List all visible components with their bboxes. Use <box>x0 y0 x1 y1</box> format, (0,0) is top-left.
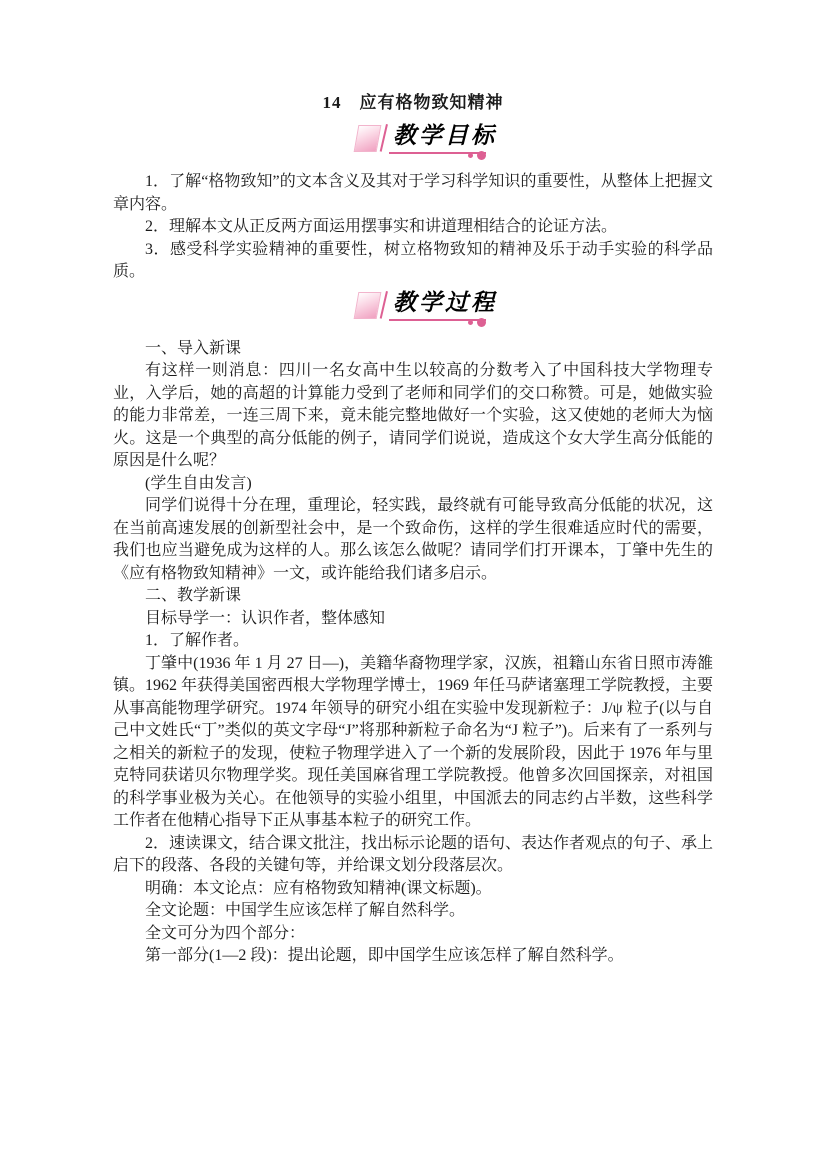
lead-in-story-paragraph: 有这样一则消息：四川一名女高中生以较高的分数考入了中国科技大学物理专业，入学后，她的高超的计算能力受到了老师和同学们的交口称赞。可是，她做实验的能力非常差，一连三周下来，竟未能完整地做好一个实验，这又使她的老师大为恼火。这是一个典型的高分低能的例子，请同学们说说，造成这个女大学生高分低能的原因是什么呢？ <box>113 362 713 469</box>
banner-small-dot-decoration <box>468 153 473 158</box>
section-teaching-objectives <box>113 122 713 284</box>
banner-pink-block-decoration <box>354 125 382 152</box>
banner-diagonal-line-decoration <box>380 291 388 319</box>
full-text-topic-line: 全文论题：中国学生应该怎样了解自然科学。 <box>145 902 466 919</box>
heading-new-lesson: 二、教学新课 <box>145 587 242 604</box>
clarify-thesis-line: 明确：本文论点：应有格物致知精神(课文标题)。 <box>145 879 492 897</box>
teaching-objectives-banner <box>356 122 497 162</box>
banner-large-dot-decoration <box>477 318 486 327</box>
lesson-title: 14 应有格物致知精神 <box>322 93 504 112</box>
section-teaching-process <box>113 289 713 968</box>
teaching-process-banner-label: 教学过程 <box>393 288 497 316</box>
student-free-speech-note: (学生自由发言) <box>145 474 252 492</box>
objective-item-2: 2．理解本文从正反两方面运用摆事实和讲道理相结合的论证方法。 <box>145 218 618 235</box>
goal-guide-one-heading: 目标导学一：认识作者，整体感知 <box>145 609 386 627</box>
banner-pink-block-decoration <box>354 292 382 319</box>
part-one-line: 第一部分(1—2 段)：提出论题，即中国学生应该怎样了解自然科学。 <box>145 947 624 964</box>
author-biography-paragraph: 丁肇中(1936 年 1 月 27 日—)，美籍华裔物理学家，汉族，祖籍山东省日照市涛雒镇。1962 年获得美国密西根大学物理学博士，1969 年任马萨诸塞理工学院教授，主要从事高能物理学研究。1974 年领导的研究小组在实验中发现新粒子：J/ψ 粒子(以与自己中文姓氏“丁”类似的英文字母“J”将那种新粒子命名为“J 粒子”)。后来有了一系列与之相关的新粒子的发现，使粒子物理学进入了一个新的发展阶段，因此于 1976 年与里克特同获诺贝尔物理学奖。现任美国麻省理工学院教授。他曾多次回国探亲，对祖国的科学事业极为关心。在他领导的实验小组里，中国派去的同志约占半数，这些科学工作者在他精心指导下正从事基本粒子的研究工作。 <box>113 654 714 829</box>
know-the-author-heading: 1．了解作者。 <box>145 632 250 649</box>
heading-lead-in: 一、导入新课 <box>145 339 242 357</box>
four-parts-line: 全文可分为四个部分： <box>145 924 306 942</box>
banner-diagonal-line-decoration <box>380 124 388 152</box>
teaching-objectives-banner-label: 教学目标 <box>393 122 497 149</box>
speed-reading-task-paragraph: 2．速读课文，结合课文批注，找出标示论题的语句、表达作者观点的句子、承上启下的段落、各段的关键句等，并给课文划分段落层次。 <box>113 834 714 874</box>
teaching-process-banner <box>356 288 497 329</box>
objective-item-1: 1．了解“格物致知”的文本含义及其对于学习科学知识的重要性，从整体上把握文章内容。 <box>113 173 713 213</box>
objective-item-3: 3．感受科学实验精神的重要性，树立格物致知的精神及乐于动手实验的科学品质。 <box>113 240 713 280</box>
banner-small-dot-decoration <box>468 320 473 325</box>
teacher-summary-paragraph: 同学们说得十分在理，重理论，轻实践，最终就有可能导致高分低能的状况，这在当前高速发展的创新型社会中，是一个致命伤，这样的学生很难适应时代的需要，我们也应当避免成为这样的人。那么该怎么做呢？请同学们打开课本，丁肇中先生的《应有格物致知精神》一文，或许能给我们诸多启示。 <box>113 497 713 582</box>
banner-large-dot-decoration <box>477 151 486 160</box>
